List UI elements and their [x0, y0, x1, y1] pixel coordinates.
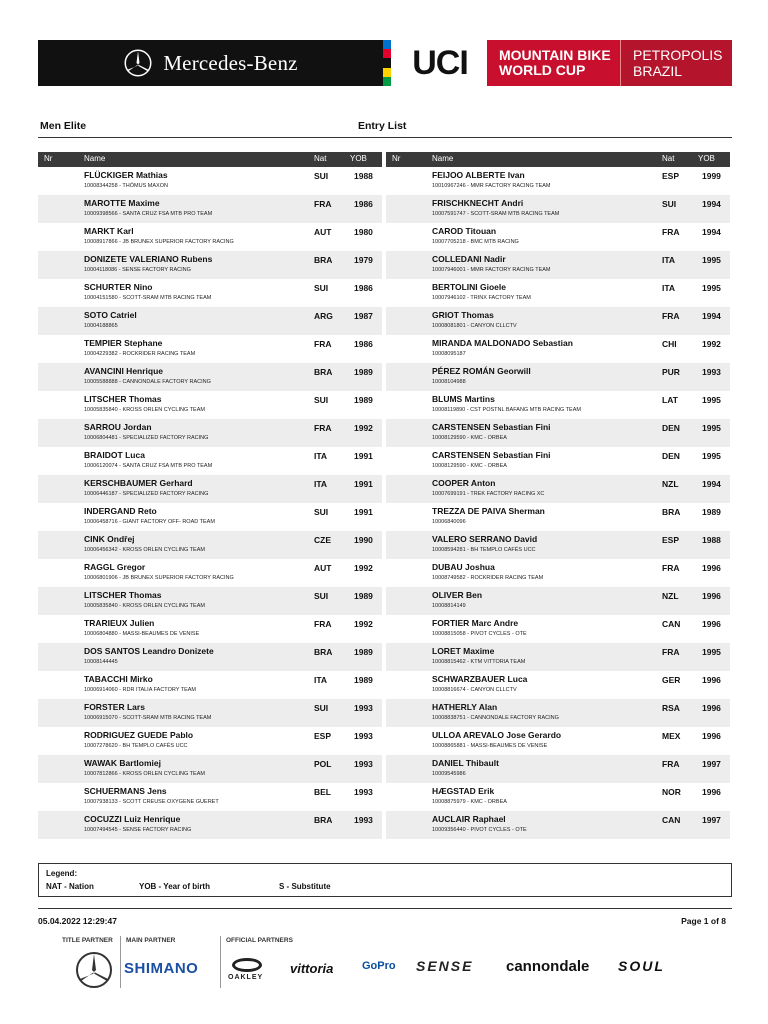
- col-name: Name: [84, 154, 106, 163]
- rider-name: ULLOA AREVALO Jose Gerardo: [432, 730, 562, 740]
- rider-yob: 1994: [702, 199, 721, 209]
- rider-uci-id-team: 10006804481 - SPECIALIZED FACTORY RACING: [84, 435, 209, 441]
- table-row: [38, 587, 382, 615]
- rider-uci-id-team: 10004151580 - SCOTT-SRAM MTB RACING TEAM: [84, 295, 212, 301]
- col-nat: Nat: [314, 154, 327, 163]
- rider-uci-id-team: 10005835840 - KROSS ORLEN CYCLING TEAM: [84, 603, 205, 609]
- rider-uci-id-team: 10004229382 - ROCKRIDER RACING TEAM: [84, 351, 196, 357]
- rider-uci-id-team: 10006914060 - RDR ITALIA FACTORY TEAM: [84, 687, 196, 693]
- rider-name: DUBAU Joshua: [432, 562, 495, 572]
- table-row: [38, 755, 382, 783]
- rider-yob: 1991: [354, 507, 373, 517]
- rider-uci-id-team: 10004118086 - SENSE FACTORY RACING: [84, 267, 191, 273]
- rider-uci-id-team: 10007591747 - SCOTT-SRAM MTB RACING TEAM: [432, 211, 560, 217]
- rider-yob: 1980: [354, 227, 373, 237]
- rider-uci-id-team: 10007938133 - SCOTT CREUSE OXYGENE GUERET: [84, 799, 219, 805]
- rider-nation: BRA: [662, 507, 681, 517]
- rider-yob: 1991: [354, 451, 373, 461]
- main-partner-label: MAIN PARTNER: [126, 937, 176, 944]
- table-row: [38, 335, 382, 363]
- rider-name: FEIJOO ALBERTE Ivan: [432, 170, 525, 180]
- official-partners-label: OFFICIAL PARTNERS: [226, 937, 293, 944]
- rider-nation: BEL: [314, 787, 331, 797]
- rider-uci-id-team: 10008344258 - THÖMUS MAXON: [84, 183, 168, 189]
- rider-uci-id-team: 10006804880 - MASSI-BEAUMES DE VENISE: [84, 631, 200, 637]
- rider-yob: 1993: [702, 367, 721, 377]
- rider-uci-id-team: 10009356440 - PIVOT CYCLES - OTE: [432, 827, 527, 833]
- rider-yob: 1995: [702, 255, 721, 265]
- rider-nation: AUT: [314, 563, 332, 573]
- rider-yob: 1994: [702, 227, 721, 237]
- sense-logo: SENSE: [416, 958, 474, 974]
- rider-nation: FRA: [662, 759, 680, 769]
- event-line-2: WORLD CUP: [499, 62, 586, 78]
- table-row: [38, 643, 382, 671]
- col-nr: Nr: [44, 154, 53, 163]
- rider-name: COCUZZI Luiz Henrique: [84, 814, 181, 824]
- col-nr: Nr: [392, 154, 401, 163]
- rider-name: DONIZETE VALERIANO Rubens: [84, 254, 213, 264]
- rider-nation: ESP: [662, 171, 680, 181]
- table-row: [386, 447, 730, 475]
- rider-nation: DEN: [662, 423, 680, 433]
- rider-name: FORTIER Marc Andre: [432, 618, 519, 628]
- rider-nation: BRA: [314, 255, 333, 265]
- rider-name: LITSCHER Thomas: [84, 394, 162, 404]
- timestamp: 05.04.2022 12:29:47: [38, 916, 117, 926]
- table-row: [386, 195, 730, 223]
- table-row: [38, 531, 382, 559]
- rider-uci-id-team: 10008081801 - CANYON CLLCTV: [432, 323, 517, 329]
- rider-yob: 1989: [702, 507, 721, 517]
- rider-name: AUCLAIR Raphael: [432, 814, 506, 824]
- rider-name: CAROD Titouan: [432, 226, 497, 236]
- table-row: [386, 643, 730, 671]
- rider-uci-id-team: 10007946001 - MMR FACTORY RACING TEAM: [432, 267, 551, 273]
- oakley-logo: OAKLEY: [228, 974, 264, 981]
- rider-yob: 1993: [354, 731, 373, 741]
- rider-uci-id-team: 10010967246 - MMR FACTORY RACING TEAM: [432, 183, 551, 189]
- rider-uci-id-team: 10008104988: [432, 379, 466, 385]
- table-row: [386, 391, 730, 419]
- rider-yob: 1986: [354, 199, 373, 209]
- venue-line-2: BRAZIL: [633, 63, 683, 79]
- table-row: [386, 475, 730, 503]
- rider-uci-id-team: 10008095187: [432, 351, 466, 357]
- rider-nation: NOR: [662, 787, 681, 797]
- page-indicator: Page 1 of 8: [681, 916, 726, 926]
- title-partner-label: TITLE PARTNER: [62, 937, 113, 944]
- table-row: [386, 699, 730, 727]
- table-row: [386, 727, 730, 755]
- rider-nation: CZE: [314, 535, 331, 545]
- rider-name: AVANCINI Henrique: [84, 366, 164, 376]
- rider-yob: 1993: [354, 759, 373, 769]
- table-row: [38, 559, 382, 587]
- rider-yob: 1992: [354, 619, 373, 629]
- rider-name: SCHWARZBAUER Luca: [432, 674, 528, 684]
- rider-uci-id-team: 10009545986: [432, 771, 466, 777]
- uci-text: UCI: [412, 43, 468, 82]
- rider-yob: 1995: [702, 423, 721, 433]
- rider-name: FORSTER Lars: [84, 702, 145, 712]
- rider-nation: SUI: [314, 591, 329, 601]
- table-row: [386, 587, 730, 615]
- rider-nation: FRA: [662, 311, 680, 321]
- rider-uci-id-team: 10007812866 - KROSS ORLEN CYCLING TEAM: [84, 771, 205, 777]
- rider-name: HÆGSTAD Erik: [432, 786, 495, 796]
- rider-yob: 1994: [702, 479, 721, 489]
- rider-nation: SUI: [314, 507, 329, 517]
- rider-nation: SUI: [314, 283, 329, 293]
- col-yob: YOB: [350, 154, 367, 163]
- rider-name: TEMPIER Stephane: [84, 338, 163, 348]
- rider-uci-id-team: 10006840096: [432, 519, 466, 525]
- entry-table-right: [386, 152, 730, 839]
- rider-nation: ESP: [662, 535, 680, 545]
- col-name: Name: [432, 154, 454, 163]
- rider-yob: 1995: [702, 647, 721, 657]
- rider-name: HATHERLY Alan: [432, 702, 498, 712]
- rider-nation: ARG: [314, 311, 333, 321]
- table-header: [386, 152, 730, 167]
- table-body: [386, 167, 730, 839]
- rider-name: FLÜCKIGER Mathias: [84, 170, 168, 180]
- rider-yob: 1986: [354, 339, 373, 349]
- sponsor-bar: [58, 934, 718, 994]
- rider-name: MAROTTE Maxime: [84, 198, 160, 208]
- cannondale-logo: cannondale: [506, 958, 590, 975]
- table-row: [38, 783, 382, 811]
- rider-name: TABACCHI Mirko: [84, 674, 153, 684]
- rider-nation: SUI: [662, 199, 677, 209]
- rider-uci-id-team: 10006801906 - JB BRUNEX SUPERIOR FACTORY RACING: [84, 575, 234, 581]
- rider-yob: 1990: [354, 535, 373, 545]
- rider-name: RAGGL Gregor: [84, 562, 146, 572]
- rider-name: LITSCHER Thomas: [84, 590, 162, 600]
- table-row: [38, 167, 382, 195]
- rider-uci-id-team: 10007699191 - TREK FACTORY RACING XC: [432, 491, 545, 497]
- list-title: Entry List: [358, 120, 407, 132]
- rider-nation: PUR: [662, 367, 680, 377]
- oakley-ellipse-icon: [232, 958, 262, 972]
- sponsor-divider: [220, 936, 221, 988]
- legend-nat: NAT - Nation: [46, 882, 94, 891]
- rider-uci-id-team: 10007946102 - TRINX FACTORY TEAM: [432, 295, 531, 301]
- rider-yob: 1993: [354, 703, 373, 713]
- rider-yob: 1995: [702, 451, 721, 461]
- rider-uci-id-team: 10008129590 - KMC - ORBEA: [432, 463, 507, 469]
- category-title: Men Elite: [40, 120, 87, 132]
- rider-yob: 1988: [354, 171, 373, 181]
- table-row: [386, 335, 730, 363]
- rider-nation: BRA: [314, 647, 333, 657]
- rider-yob: 1994: [702, 311, 721, 321]
- rider-name: BRAIDOT Luca: [84, 450, 145, 460]
- col-yob: YOB: [698, 154, 715, 163]
- rider-name: RODRIGUEZ GUEDE Pablo: [84, 730, 194, 740]
- rider-yob: 1989: [354, 367, 373, 377]
- rider-uci-id-team: 10008816674 - CANYON CLLCTV: [432, 687, 517, 693]
- table-row: [386, 223, 730, 251]
- rider-yob: 1996: [702, 563, 721, 573]
- venue-name: [620, 40, 732, 86]
- vittoria-logo: vittoria: [290, 961, 334, 976]
- rider-name: SCHUERMANS Jens: [84, 786, 167, 796]
- rider-name: SARROU Jordan: [84, 422, 152, 432]
- rider-uci-id-team: 10008875979 - KMC - ORBEA: [432, 799, 507, 805]
- rider-nation: FRA: [662, 647, 680, 657]
- rider-name: LORET Maxime: [432, 646, 495, 656]
- rider-nation: NZL: [662, 591, 679, 601]
- rider-yob: 1997: [702, 759, 721, 769]
- rider-uci-id-team: 10008865881 - MASSI-BEAUMES DE VENISE: [432, 743, 548, 749]
- brand-name: Mercedes-Benz: [163, 50, 298, 75]
- rider-nation: BRA: [314, 815, 333, 825]
- footer-divider: [38, 908, 732, 909]
- rider-uci-id-team: 10008129590 - KMC - ORBEA: [432, 435, 507, 441]
- table-row: [386, 559, 730, 587]
- table-row: [386, 307, 730, 335]
- rider-nation: ITA: [314, 675, 328, 685]
- mercedes-star-icon: [74, 950, 114, 990]
- rider-nation: CAN: [662, 815, 681, 825]
- rider-uci-id-team: 10009398566 - SANTA CRUZ FSA MTB PRO TEAM: [84, 211, 213, 217]
- rider-name: SOTO Catriel: [84, 310, 137, 320]
- rider-nation: ITA: [662, 255, 676, 265]
- rider-nation: LAT: [662, 395, 678, 405]
- rider-yob: 1989: [354, 395, 373, 405]
- title-row: [38, 118, 732, 138]
- rider-nation: FRA: [662, 227, 680, 237]
- table-row: [386, 783, 730, 811]
- rider-name: FRISCHKNECHT Andri: [432, 198, 524, 208]
- rider-uci-id-team: 10007494545 - SENSE FACTORY RACING: [84, 827, 192, 833]
- rider-yob: 1988: [702, 535, 721, 545]
- rider-name: DOS SANTOS Leandro Donizete: [84, 646, 214, 656]
- rider-name: COLLEDANI Nadir: [432, 254, 506, 264]
- gopro-logo: GoPro: [362, 960, 396, 972]
- rider-yob: 1979: [354, 255, 373, 265]
- mercedes-star-icon: [123, 48, 153, 78]
- rider-nation: BRA: [314, 367, 333, 377]
- rider-uci-id-team: 10004188865: [84, 323, 118, 329]
- rider-uci-id-team: 10006456342 - KROSS ORLEN CYCLING TEAM: [84, 547, 205, 553]
- rider-uci-id-team: 10008749582 - ROCKRIDER RACING TEAM: [432, 575, 544, 581]
- rider-name: TRARIEUX Julien: [84, 618, 155, 628]
- rider-name: TREZZA DE PAIVA Sherman: [432, 506, 545, 516]
- event-name: [487, 40, 620, 86]
- rider-name: BLUMS Martins: [432, 394, 495, 404]
- rider-nation: SUI: [314, 395, 329, 405]
- rider-name: MARKT Karl: [84, 226, 134, 236]
- rider-uci-id-team: 10008838751 - CANNONDALE FACTORY RACING: [432, 715, 559, 721]
- table-row: [38, 699, 382, 727]
- table-row: [38, 279, 382, 307]
- table-row: [38, 363, 382, 391]
- rider-nation: DEN: [662, 451, 680, 461]
- rider-nation: ITA: [662, 283, 676, 293]
- rider-yob: 1996: [702, 787, 721, 797]
- rider-yob: 1992: [702, 339, 721, 349]
- rider-yob: 1992: [354, 563, 373, 573]
- rider-uci-id-team: 10008815462 - KTM VITTORIA TEAM: [432, 659, 526, 665]
- rider-uci-id-team: 10008917866 - JB BRUNEX SUPERIOR FACTORY RACING: [84, 239, 234, 245]
- rider-yob: 1997: [702, 815, 721, 825]
- table-row: [386, 363, 730, 391]
- event-line-1: MOUNTAIN BIKE: [499, 47, 611, 63]
- rider-uci-id-team: 10006120074 - SANTA CRUZ FSA MTB PRO TEAM: [84, 463, 213, 469]
- rider-yob: 1995: [702, 283, 721, 293]
- soul-logo: SOUL: [618, 958, 665, 974]
- rider-uci-id-team: 10006915070 - SCOTT-SRAM MTB RACING TEAM: [84, 715, 212, 721]
- shimano-logo: SHIMANO: [124, 960, 199, 977]
- rider-name: CARSTENSEN Sebastian Fini: [432, 450, 551, 460]
- rider-name: BERTOLINI Gioele: [432, 282, 506, 292]
- sponsor-divider: [120, 936, 121, 988]
- table-row: [386, 671, 730, 699]
- rider-yob: 1989: [354, 675, 373, 685]
- table-row: [38, 195, 382, 223]
- rider-nation: ITA: [314, 451, 328, 461]
- rider-yob: 1986: [354, 283, 373, 293]
- table-row: [38, 503, 382, 531]
- rider-nation: CHI: [662, 339, 677, 349]
- rider-name: MIRANDA MALDONADO Sebastian: [432, 338, 573, 348]
- rider-name: OLIVER Ben: [432, 590, 483, 600]
- rider-yob: 1999: [702, 171, 721, 181]
- rider-nation: NZL: [662, 479, 679, 489]
- rider-nation: FRA: [314, 619, 332, 629]
- table-row: [38, 811, 382, 839]
- rider-nation: ESP: [314, 731, 332, 741]
- table-row: [38, 447, 382, 475]
- rider-nation: FRA: [314, 339, 332, 349]
- rider-nation: GER: [662, 675, 681, 685]
- col-nat: Nat: [662, 154, 675, 163]
- header-banner: [38, 40, 732, 86]
- rider-yob: 1992: [354, 423, 373, 433]
- venue-line-1: PETROPOLIS: [633, 47, 723, 63]
- table-row: [38, 615, 382, 643]
- rider-uci-id-team: 10008594281 - BH TEMPLO CAFÉS UCC: [432, 547, 536, 553]
- rider-nation: RSA: [662, 703, 680, 713]
- table-row: [38, 391, 382, 419]
- uci-logo: [383, 40, 487, 86]
- rider-name: VALERO SERRANO David: [432, 534, 538, 544]
- table-row: [386, 615, 730, 643]
- rider-nation: AUT: [314, 227, 332, 237]
- rider-uci-id-team: 10005835840 - KROSS ORLEN CYCLING TEAM: [84, 407, 205, 413]
- rider-uci-id-team: 10008119890 - CST POSTNL BAFANG MTB RACING TEAM: [432, 407, 581, 413]
- table-row: [386, 811, 730, 839]
- table-row: [38, 251, 382, 279]
- rider-yob: 1993: [354, 815, 373, 825]
- rider-yob: 1989: [354, 591, 373, 601]
- rider-uci-id-team: 10006458716 - GIANT FACTORY OFF- ROAD TEAM: [84, 519, 215, 525]
- rider-uci-id-team: 10008815058 - PIVOT CYCLES - OTE: [432, 631, 527, 637]
- rider-name: WAWAK Bartlomiej: [84, 758, 161, 768]
- rider-uci-id-team: 10008814149: [432, 603, 466, 609]
- rider-uci-id-team: 10006446187 - SPECIALIZED FACTORY RACING: [84, 491, 209, 497]
- rider-name: DANIEL Thibault: [432, 758, 499, 768]
- rider-nation: MEX: [662, 731, 681, 741]
- rider-name: CARSTENSEN Sebastian Fini: [432, 422, 551, 432]
- rider-name: PÉREZ ROMÁN Georwill: [432, 366, 531, 376]
- uci-rainbow-stripes: [383, 40, 391, 86]
- table-row: [38, 671, 382, 699]
- table-row: [386, 503, 730, 531]
- table-body: [38, 167, 382, 839]
- rider-nation: SUI: [314, 171, 329, 181]
- rider-yob: 1993: [354, 787, 373, 797]
- rider-nation: POL: [314, 759, 332, 769]
- rider-yob: 1996: [702, 619, 721, 629]
- mercedes-benz-logo: [38, 40, 383, 86]
- rider-uci-id-team: 10008144445: [84, 659, 118, 665]
- rider-nation: FRA: [314, 423, 332, 433]
- table-row: [386, 755, 730, 783]
- rider-name: GRIOT Thomas: [432, 310, 494, 320]
- table-row: [38, 419, 382, 447]
- rider-yob: 1995: [702, 395, 721, 405]
- table-row: [38, 475, 382, 503]
- rider-name: CINK Ondřej: [84, 534, 135, 544]
- rider-yob: 1996: [702, 703, 721, 713]
- rider-nation: ITA: [314, 479, 328, 489]
- rider-yob: 1991: [354, 479, 373, 489]
- rider-nation: SUI: [314, 703, 329, 713]
- rider-name: INDERGAND Reto: [84, 506, 157, 516]
- table-row: [386, 167, 730, 195]
- legend-title: Legend:: [46, 869, 78, 878]
- rider-yob: 1996: [702, 731, 721, 741]
- rider-uci-id-team: 10007278620 - BH TEMPLO CAFÉS UCC: [84, 743, 188, 749]
- table-row: [386, 419, 730, 447]
- rider-nation: FRA: [662, 563, 680, 573]
- table-row: [386, 251, 730, 279]
- rider-name: KERSCHBAUMER Gerhard: [84, 478, 193, 488]
- rider-yob: 1989: [354, 647, 373, 657]
- rider-uci-id-team: 10005588888 - CANNONDALE FACTORY RACING: [84, 379, 211, 385]
- table-row: [38, 727, 382, 755]
- table-row: [386, 279, 730, 307]
- rider-nation: FRA: [314, 199, 332, 209]
- rider-name: SCHURTER Nino: [84, 282, 153, 292]
- table-header: [38, 152, 382, 167]
- table-row: [38, 307, 382, 335]
- rider-yob: 1996: [702, 675, 721, 685]
- legend-substitute: S - Substitute: [279, 882, 331, 891]
- rider-nation: CAN: [662, 619, 681, 629]
- rider-name: COOPER Anton: [432, 478, 496, 488]
- legend-yob: YOB - Year of birth: [139, 882, 210, 891]
- table-row: [386, 531, 730, 559]
- rider-uci-id-team: 10007705218 - BMC MTB RACING: [432, 239, 519, 245]
- entry-table-left: [38, 152, 382, 839]
- legend-box: [38, 863, 732, 897]
- rider-yob: 1996: [702, 591, 721, 601]
- table-row: [38, 223, 382, 251]
- rider-yob: 1987: [354, 311, 373, 321]
